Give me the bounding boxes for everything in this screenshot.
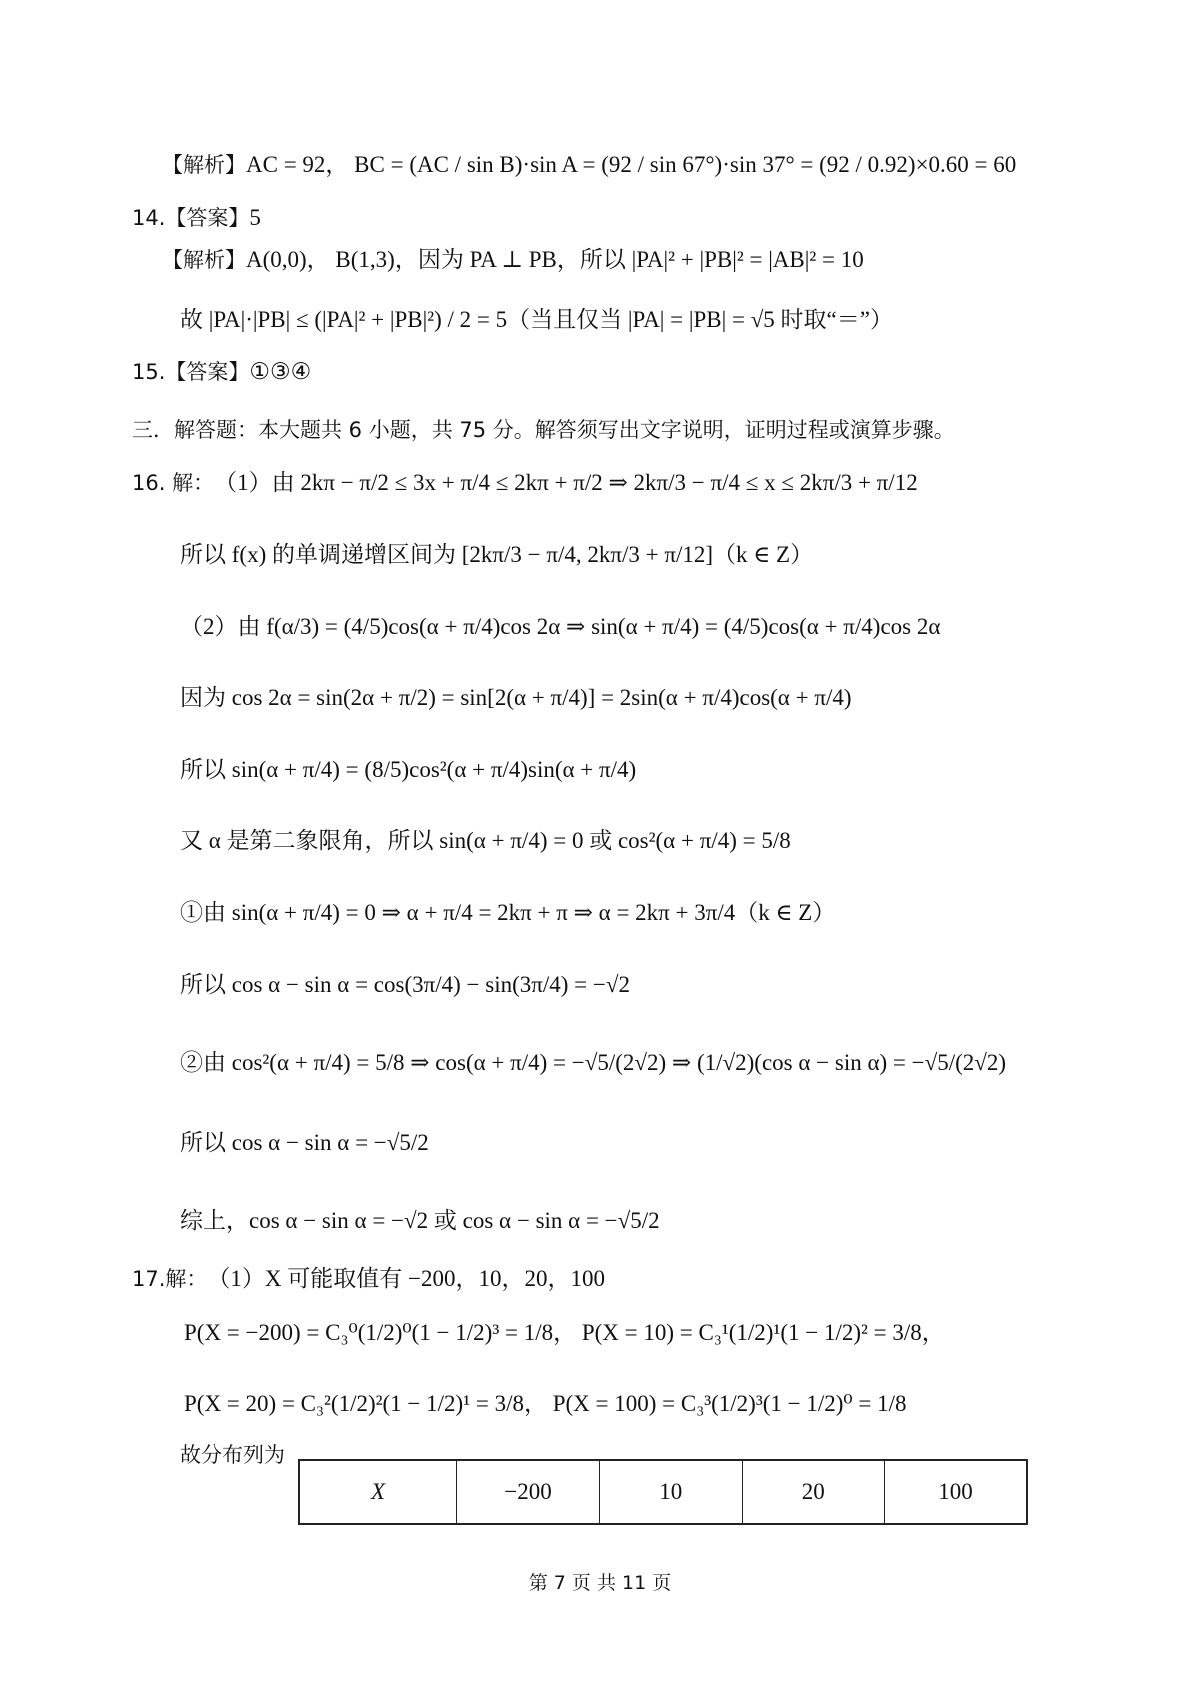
- problem-16-case1: [180, 898, 835, 928]
- math-expression: 又 α 是第二象限角，所以 sin(α + π/4) = 0 或 cos²(α + π/4) = 5/8: [180, 828, 791, 853]
- math-expression: 因为 cos 2α = sin(2α + π/2) = sin[2(α + π/4)] = 2sin(α + π/4)cos(α + π/4): [180, 685, 852, 710]
- problem-17-part1: [132, 1264, 605, 1294]
- table-cell: 20: [742, 1460, 885, 1524]
- answer-14: [132, 203, 261, 233]
- section-3-heading: [132, 415, 955, 445]
- math-expression: AC = 92， BC = (AC / sin B)·sin A = (92 / sin 67°)·sin 37° = (92 / 0.92)×0.60 = 60: [246, 152, 1017, 177]
- problem-16-quadrant: [180, 826, 791, 856]
- table-cell: −200: [457, 1460, 600, 1524]
- math-expression: A(0,0)， B(1,3)，因为 PA ⊥ PB，所以 |PA|² + |PB|² = |AB|² = 10: [246, 247, 864, 272]
- math-expression: ②由 cos²(α + π/4) = 5/8 ⇒ cos(α + π/4) = −√5/(2√2) ⇒ (1/√2)(cos α − sin α) = −√5/(2√2): [180, 1050, 1007, 1075]
- math-expression: 故 |PA|·|PB| ≤ (|PA|² + |PB|²) / 2 = 5（当且仅当 |PA| = |PB| = √5 时取“＝”）: [180, 307, 893, 332]
- page-footer: 第 7 页 共 11 页: [528, 1572, 672, 1594]
- math-expression: P(X = −200) = C₃⁰(1/2)⁰(1 − 1/2)³ = 1/8， P(X = 10) = C₃¹(1/2)¹(1 − 1/2)² = 3/8，: [184, 1320, 945, 1345]
- problem-label: 17.解：: [132, 1267, 208, 1291]
- table-cell: X: [299, 1460, 457, 1524]
- solution-14-analysis: [162, 245, 864, 275]
- problem-16-part1: [132, 468, 918, 498]
- answer-15: [132, 357, 311, 387]
- problem-16-summary: [180, 1206, 660, 1236]
- table-row: [299, 1460, 1027, 1524]
- math-expression: （2）由 f(α/3) = (4/5)cos(α + π/4)cos 2α ⇒ sin(α + π/4) = (4/5)cos(α + π/4)cos 2α: [180, 614, 941, 639]
- math-expression: 所以 cos α − sin α = −√5/2: [180, 1130, 429, 1155]
- solution-14-conclusion: [180, 305, 893, 335]
- problem-16-case2-result: [180, 1128, 429, 1158]
- problem-16-case1-result: [180, 970, 630, 1000]
- caption-text: 故分布列为: [180, 1443, 285, 1467]
- problem-16-interval: [180, 540, 813, 570]
- math-expression: （1）由 2kπ − π/2 ≤ 3x + π/4 ≤ 2kπ + π/2 ⇒ 2kπ/3 − π/4 ≤ x ≤ 2kπ/3 + π/12: [214, 470, 918, 495]
- math-expression: （1）X 可能取值有 −200，10，20，100: [207, 1266, 605, 1291]
- problem-16-part2: [180, 612, 940, 642]
- problem-17-prob-row2: [184, 1389, 907, 1419]
- math-expression: P(X = 20) = C₃²(1/2)²(1 − 1/2)¹ = 3/8， P(X = 100) = C₃³(1/2)³(1 − 1/2)⁰ = 1/8: [184, 1391, 907, 1416]
- distribution-table: [298, 1459, 1028, 1525]
- section-heading-text: 三．解答题：本大题共 6 小题，共 75 分。解答须写出文字说明，证明过程或演算步骤。: [132, 418, 955, 442]
- math-expression: 所以 sin(α + π/4) = (8/5)cos²(α + π/4)sin(α + π/4): [180, 757, 637, 782]
- table-cell: 10: [600, 1460, 743, 1524]
- analysis-label: 【解析】: [162, 248, 246, 272]
- problem-16-therefore: [180, 755, 636, 785]
- math-expression: 所以 cos α − sin α = cos(3π/4) − sin(3π/4) = −√2: [180, 972, 630, 997]
- problem-16-case2: [180, 1048, 1006, 1078]
- answer-label: 15.【答案】: [132, 360, 250, 384]
- problem-16-cos2a: [180, 683, 852, 713]
- problem-17-prob-row1: [184, 1318, 945, 1348]
- math-expression: ①由 sin(α + π/4) = 0 ⇒ α + π/4 = 2kπ + π ⇒ α = 2kπ + 3π/4（k ∈ Z）: [180, 900, 836, 925]
- problem-label: 16. 解：: [132, 471, 215, 495]
- problem-17-dist-caption: [180, 1440, 285, 1470]
- analysis-label: 【解析】: [162, 153, 246, 177]
- table-cell: 100: [885, 1460, 1028, 1524]
- answer-value: ①③④: [249, 359, 312, 384]
- solution-13-analysis: [162, 150, 1016, 180]
- math-expression: 所以 f(x) 的单调递增区间为 [2kπ/3 − π/4, 2kπ/3 + π/12]（k ∈ Z）: [180, 542, 814, 567]
- math-expression: 综上，cos α − sin α = −√2 或 cos α − sin α = −√5/2: [180, 1208, 660, 1233]
- answer-label: 14.【答案】: [132, 206, 250, 230]
- answer-value: 5: [249, 205, 261, 230]
